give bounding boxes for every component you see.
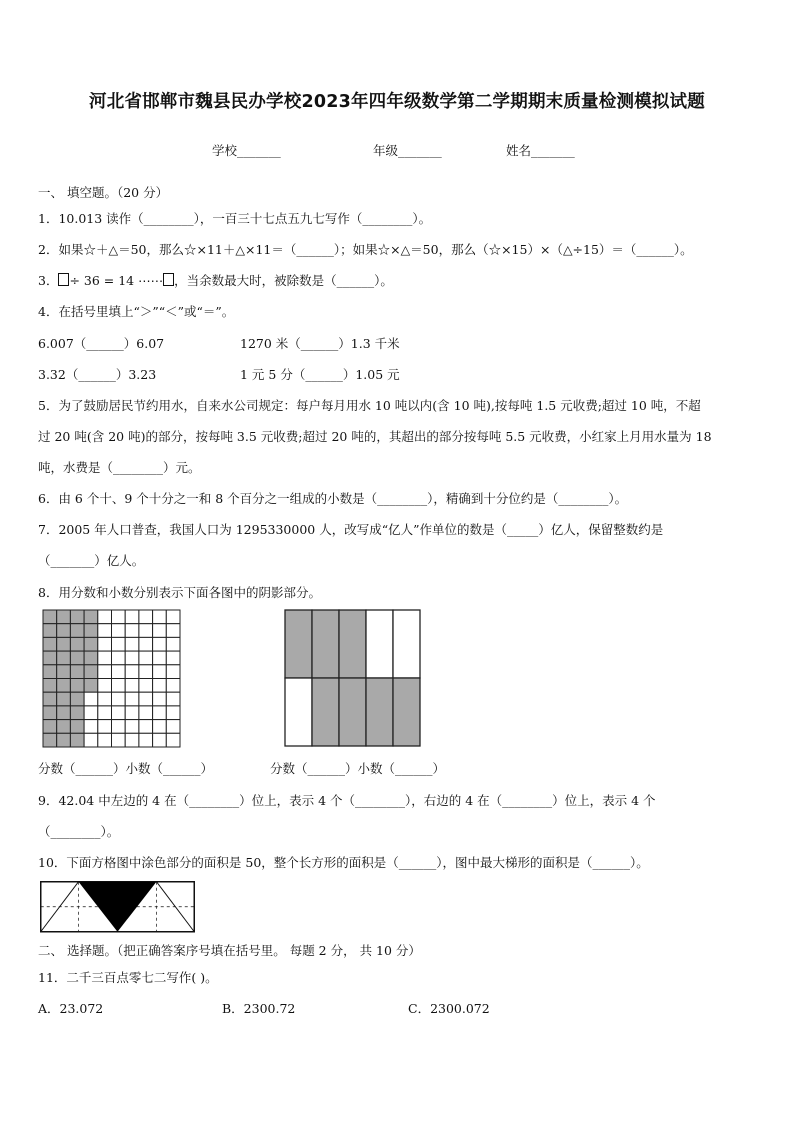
grid-cell: [153, 610, 167, 624]
grid-cell-shaded: [43, 651, 57, 665]
grid-cell-shaded: [57, 624, 71, 638]
grid-cell: [125, 637, 139, 651]
question-9-line1: 9．42.04 中左边的 4 在（________）位上，表示 4 个（________），右边的 4 在（________）位上，表示 4 个: [38, 793, 656, 808]
grid-cell: [125, 610, 139, 624]
grid-cell: [98, 624, 112, 638]
grid-cell: [84, 706, 98, 720]
grid-cell-shaded: [84, 679, 98, 693]
grid-cell: [84, 733, 98, 747]
bar-block-shaded: [393, 678, 420, 746]
grid-cell: [166, 733, 180, 747]
grid-cell-shaded: [43, 692, 57, 706]
grid-cell: [166, 610, 180, 624]
question-3: [38, 271, 393, 289]
section-2-heading: 二、 选择题。（把正确答案序号填在括号里。 每题 2 分， 共 10 分）: [38, 943, 421, 958]
grid-cell-shaded: [84, 651, 98, 665]
grid-cell: [153, 679, 167, 693]
grid-cell-shaded: [43, 720, 57, 734]
grid-cell-shaded: [43, 679, 57, 693]
question-3-number: 3．: [38, 273, 59, 288]
grid-cell-shaded: [84, 665, 98, 679]
grid-cell-shaded: [84, 610, 98, 624]
grid-cell: [139, 610, 153, 624]
grid-cell: [166, 720, 180, 734]
question-3-text: ，当余数最大时，被除数是（______）。: [174, 273, 393, 288]
grid-cell: [139, 679, 153, 693]
question-4-row2-b: 1 元 5 分（______）1.05 元: [240, 367, 400, 382]
grid-cell: [98, 692, 112, 706]
page-title: 河北省邯郸市魏县民办学校2023年四年级数学第二学期期末质量检测模拟试题: [89, 92, 705, 112]
grid-cell: [125, 733, 139, 747]
grid-cell: [166, 624, 180, 638]
grid-cell-shaded: [70, 610, 84, 624]
grid-cell: [112, 706, 126, 720]
grid-cell-shaded: [70, 665, 84, 679]
grid-cell: [166, 637, 180, 651]
blank-box-icon: [58, 273, 69, 286]
grid-cell-shaded: [43, 637, 57, 651]
bar-block-shaded: [339, 678, 366, 746]
grid-cell-shaded: [84, 637, 98, 651]
bar-blocks-figure: [284, 609, 422, 748]
question-5-line1: 5．为了鼓励居民节约用水，自来水公司规定：每户每月用水 10 吨以内(含 10 吨),按每吨 1.5 元收费;超过 10 吨，不超: [38, 398, 701, 413]
grid-cell-shaded: [70, 692, 84, 706]
question-5-line2: 过 20 吨(含 20 吨)的部分，按每吨 3.5 元收费;超过 20 吨的，其超出的部分按每吨 5.5 元收费，小红家上月用水量为 18: [38, 429, 712, 444]
grid-cell: [84, 720, 98, 734]
grid-cell: [112, 720, 126, 734]
bar-block: [366, 610, 393, 678]
question-4-stem: 4．在括号里填上“＞”“＜”或“＝”。: [38, 304, 235, 319]
bar-block-shaded: [366, 678, 393, 746]
grid-cell: [112, 679, 126, 693]
grid-cell: [139, 651, 153, 665]
grid-cell-shaded: [57, 706, 71, 720]
grid-cell-shaded: [43, 733, 57, 747]
blank-box-icon: [163, 273, 174, 286]
trapezoid-grid-figure: [40, 881, 196, 933]
bar-block-shaded: [285, 610, 312, 678]
grid-cell: [98, 637, 112, 651]
question-4-row2-a: 3.32（______）3.23: [38, 367, 157, 382]
bar-block: [285, 678, 312, 746]
grid-cell: [166, 706, 180, 720]
section-1-heading: 一、 填空题。（20 分）: [38, 185, 169, 200]
grid-cell-shaded: [57, 679, 71, 693]
grid-cell: [139, 733, 153, 747]
grid-cell: [153, 665, 167, 679]
question-4-row1-a: 6.007（______）6.07: [38, 336, 165, 351]
question-2: 2．如果☆＋△＝50，那么☆×11＋△×11＝（______）；如果☆×△＝50，那么（☆×15）×（△÷15）＝（______）。: [38, 242, 693, 257]
question-5-line3: 吨，水费是（________）元。: [38, 460, 201, 475]
bar-block-shaded: [339, 610, 366, 678]
hundred-grid-figure: [42, 609, 181, 748]
question-11-option-c: C．2300.072: [408, 1001, 490, 1016]
grid-cell: [153, 720, 167, 734]
question-4-row1-b: 1270 米（______）1.3 千米: [240, 336, 400, 351]
grid-cell: [112, 692, 126, 706]
name-field: 姓名_______: [506, 143, 575, 158]
grid-cell: [125, 692, 139, 706]
grid-cell: [153, 706, 167, 720]
question-1: 1．10.013 读作（________），一百三十七点五九七写作（________）。: [38, 211, 432, 226]
grid-cell: [166, 692, 180, 706]
grid-cell: [153, 637, 167, 651]
grid-cell: [153, 624, 167, 638]
grid-cell: [112, 610, 126, 624]
question-7-line2: （_______）亿人。: [38, 553, 145, 568]
grid-cell: [84, 692, 98, 706]
grid-cell: [166, 651, 180, 665]
grid-cell: [98, 651, 112, 665]
grid-cell-shaded: [57, 665, 71, 679]
grid-cell: [125, 679, 139, 693]
grid-cell: [98, 720, 112, 734]
grid-cell: [125, 665, 139, 679]
grid-cell-shaded: [57, 733, 71, 747]
grid-cell-shaded: [70, 706, 84, 720]
grid-cell: [166, 679, 180, 693]
bar-block: [393, 610, 420, 678]
grid-cell-shaded: [84, 624, 98, 638]
question-11-option-b: B．2300.72: [222, 1001, 296, 1016]
grid-cell: [153, 651, 167, 665]
grid-cell-shaded: [43, 610, 57, 624]
question-9-line2: （________）。: [38, 824, 120, 839]
grid-cell-shaded: [70, 679, 84, 693]
bar-block-shaded: [312, 610, 339, 678]
grid-cell: [112, 733, 126, 747]
grid-cell: [98, 610, 112, 624]
grid-cell: [98, 706, 112, 720]
grid-cell-shaded: [70, 637, 84, 651]
question-11-stem: 11．二千三百点零七二写作( )。: [38, 970, 218, 985]
grid-cell: [112, 651, 126, 665]
grid-cell: [139, 720, 153, 734]
grid-cell: [125, 624, 139, 638]
grid-cell: [139, 706, 153, 720]
grid-cell: [139, 624, 153, 638]
grid-cell: [98, 679, 112, 693]
grid-cell-shaded: [70, 733, 84, 747]
grid-cell-shaded: [70, 651, 84, 665]
grid-cell-shaded: [57, 651, 71, 665]
question-7-line1: 7．2005 年人口普查，我国人口为 1295330000 人，改写成“亿人”作单位的数是（_____）亿人，保留整数约是: [38, 522, 664, 537]
grid-cell-shaded: [57, 720, 71, 734]
bar-block-shaded: [312, 678, 339, 746]
grid-cell: [139, 692, 153, 706]
grade-field: 年级_______: [373, 143, 442, 158]
grid-cell: [112, 665, 126, 679]
question-8-stem: 8．用分数和小数分别表示下面各图中的阴影部分。: [38, 585, 321, 600]
school-field: 学校_______: [212, 143, 281, 158]
grid-cell-shaded: [43, 624, 57, 638]
grid-cell-shaded: [57, 692, 71, 706]
grid-cell-shaded: [70, 720, 84, 734]
grid-cell-shaded: [57, 637, 71, 651]
grid-cell: [153, 733, 167, 747]
question-6: 6．由 6 个十、9 个十分之一和 8 个百分之一组成的小数是（________），精确到十分位约是（________）。: [38, 491, 628, 506]
grid-cell: [153, 692, 167, 706]
question-10: 10．下面方格图中涂色部分的面积是 50，整个长方形的面积是（______），图中最大梯形的面积是（______）。: [38, 855, 649, 870]
grid-cell-shaded: [57, 610, 71, 624]
grid-cell: [139, 665, 153, 679]
grid-cell: [139, 637, 153, 651]
question-8-right-label: 分数（______）小数（______）: [270, 761, 446, 776]
grid-cell-shaded: [70, 624, 84, 638]
grid-cell: [166, 665, 180, 679]
grid-cell: [125, 651, 139, 665]
grid-cell: [125, 706, 139, 720]
grid-cell: [112, 624, 126, 638]
grid-cell: [112, 637, 126, 651]
grid-cell-shaded: [43, 706, 57, 720]
grid-cell: [125, 720, 139, 734]
grid-cell: [98, 665, 112, 679]
grid-cell-shaded: [43, 665, 57, 679]
question-8-left-label: 分数（______）小数（______）: [38, 761, 214, 776]
grid-cell: [98, 733, 112, 747]
question-3-expression: ÷ 36 = 14 ⋯⋯: [69, 273, 164, 288]
question-11-option-a: A．23.072: [38, 1001, 104, 1016]
